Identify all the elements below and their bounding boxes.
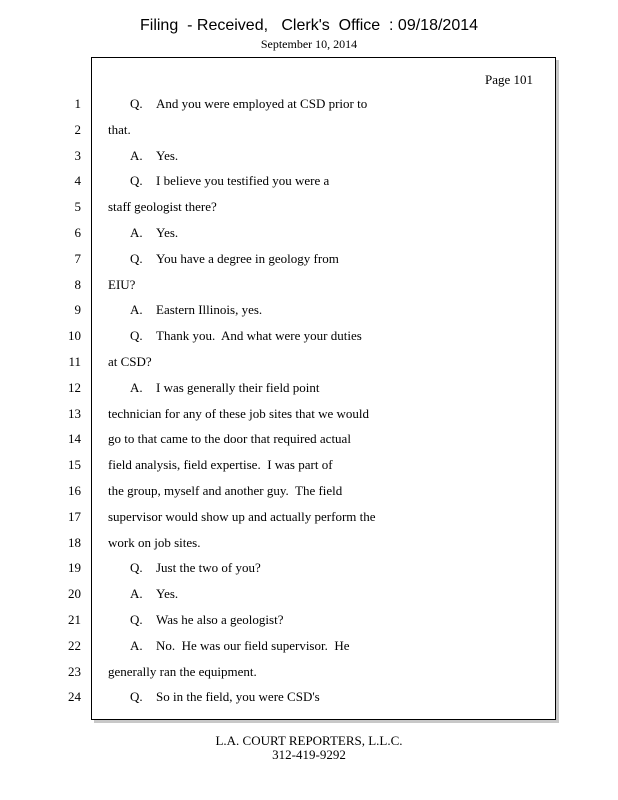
filing-stamp: Filing - Received, Clerk's Office : 09/18/2014 xyxy=(139,17,479,34)
transcript-line xyxy=(130,612,283,628)
transcript-line xyxy=(130,586,178,602)
line-number: 6 xyxy=(74,225,81,240)
line-number: 16 xyxy=(68,483,81,498)
transcript-line xyxy=(108,509,376,525)
speaker-label: A. xyxy=(130,147,143,163)
speaker-label: Q. xyxy=(130,173,143,189)
line-number: 8 xyxy=(74,276,81,292)
line-number: 20 xyxy=(68,586,81,602)
line-text: field analysis, field expertise. I was part of xyxy=(108,457,333,473)
line-number: 11 xyxy=(68,354,81,369)
transcript-line xyxy=(108,431,351,447)
line-text: Yes. xyxy=(156,586,179,602)
line-text: Eastern Illinois, yes. xyxy=(156,302,263,318)
line-text: generally ran the equipment. xyxy=(108,663,257,679)
line-text: supervisor would show up and actually perform the xyxy=(108,508,376,524)
line-number: 7 xyxy=(74,250,81,266)
line-text: Thank you. And what were your duties xyxy=(156,328,362,344)
line-text: You have a degree in geology from xyxy=(156,250,339,266)
line-number: 17 xyxy=(68,508,81,524)
line-number: 3 xyxy=(74,147,81,163)
line-number: 21 xyxy=(68,612,81,627)
line-text: that. xyxy=(108,121,131,137)
speaker-label: Q. xyxy=(130,328,143,344)
speaker-label: A. xyxy=(130,586,143,602)
line-text: Was he also a geologist? xyxy=(156,612,284,627)
court-reporter-name: L.A. COURT REPORTERS, L.L.C. xyxy=(215,733,403,748)
line-number: 18 xyxy=(68,534,81,550)
transcript-line xyxy=(108,457,333,473)
line-text: Just the two of you? xyxy=(156,560,261,576)
speaker-label: A. xyxy=(130,225,143,240)
transcript-line xyxy=(108,535,200,551)
line-number: 10 xyxy=(68,328,81,344)
line-number: 19 xyxy=(68,560,81,576)
speaker-label: A. xyxy=(130,379,143,395)
line-text: I was generally their field point xyxy=(156,379,320,395)
speaker-label: Q. xyxy=(130,96,143,111)
transcript-line xyxy=(130,638,350,654)
transcript-line xyxy=(108,199,217,215)
transcript-line xyxy=(108,406,369,422)
line-text: work on job sites. xyxy=(108,534,201,550)
line-text: EIU? xyxy=(108,276,136,292)
transcript-line xyxy=(130,96,367,112)
line-number: 1 xyxy=(74,96,81,111)
line-number: 2 xyxy=(74,121,81,137)
speaker-label: A. xyxy=(130,302,143,318)
speaker-label: Q. xyxy=(130,612,143,627)
line-text: go to that came to the door that required actual xyxy=(108,431,351,447)
line-text: technician for any of these job sites that we would xyxy=(108,405,370,421)
transcript-line xyxy=(130,328,362,344)
transcript-line xyxy=(130,251,339,267)
transcript-line xyxy=(108,483,342,499)
transcript-page xyxy=(68,57,556,720)
page-number: Page 101 xyxy=(484,72,533,87)
line-number: 4 xyxy=(74,173,81,189)
transcript-line xyxy=(130,560,261,576)
line-number: 9 xyxy=(74,302,81,318)
court-reporter-phone: 312-419-9292 xyxy=(272,747,346,762)
line-number: 23 xyxy=(68,663,81,679)
line-number: 15 xyxy=(68,457,81,473)
line-text: at CSD? xyxy=(108,354,152,369)
line-text: I believe you testified you were a xyxy=(156,173,330,189)
transcript-line xyxy=(130,148,178,164)
line-text: staff geologist there? xyxy=(108,199,217,215)
line-text: the group, myself and another guy. The field xyxy=(108,483,343,498)
line-number: 22 xyxy=(68,637,81,653)
transcript-line xyxy=(130,302,262,318)
line-number: 14 xyxy=(68,431,81,447)
line-number: 13 xyxy=(68,405,81,421)
line-text: So in the field, you were CSD's xyxy=(156,689,320,705)
line-text: No. He was our field supervisor. He xyxy=(156,637,350,653)
transcript-line xyxy=(130,173,329,189)
transcript-line xyxy=(108,122,131,138)
line-text: Yes. xyxy=(156,225,179,240)
speaker-label: A. xyxy=(130,637,143,653)
line-number: 12 xyxy=(68,379,81,395)
transcript-line xyxy=(108,354,152,370)
line-text: Yes. xyxy=(156,147,179,163)
speaker-label: Q. xyxy=(130,560,143,576)
transcript-line xyxy=(108,277,135,293)
line-text: And you were employed at CSD prior to xyxy=(156,96,368,111)
transcript-line xyxy=(130,380,320,396)
deposition-date: September 10, 2014 xyxy=(260,37,358,51)
transcript-line xyxy=(130,689,320,705)
speaker-label: Q. xyxy=(130,250,143,266)
speaker-label: Q. xyxy=(130,689,143,705)
transcript-line xyxy=(108,664,257,680)
line-number: 5 xyxy=(74,199,81,215)
transcript-line xyxy=(130,225,178,241)
line-number: 24 xyxy=(68,689,81,705)
